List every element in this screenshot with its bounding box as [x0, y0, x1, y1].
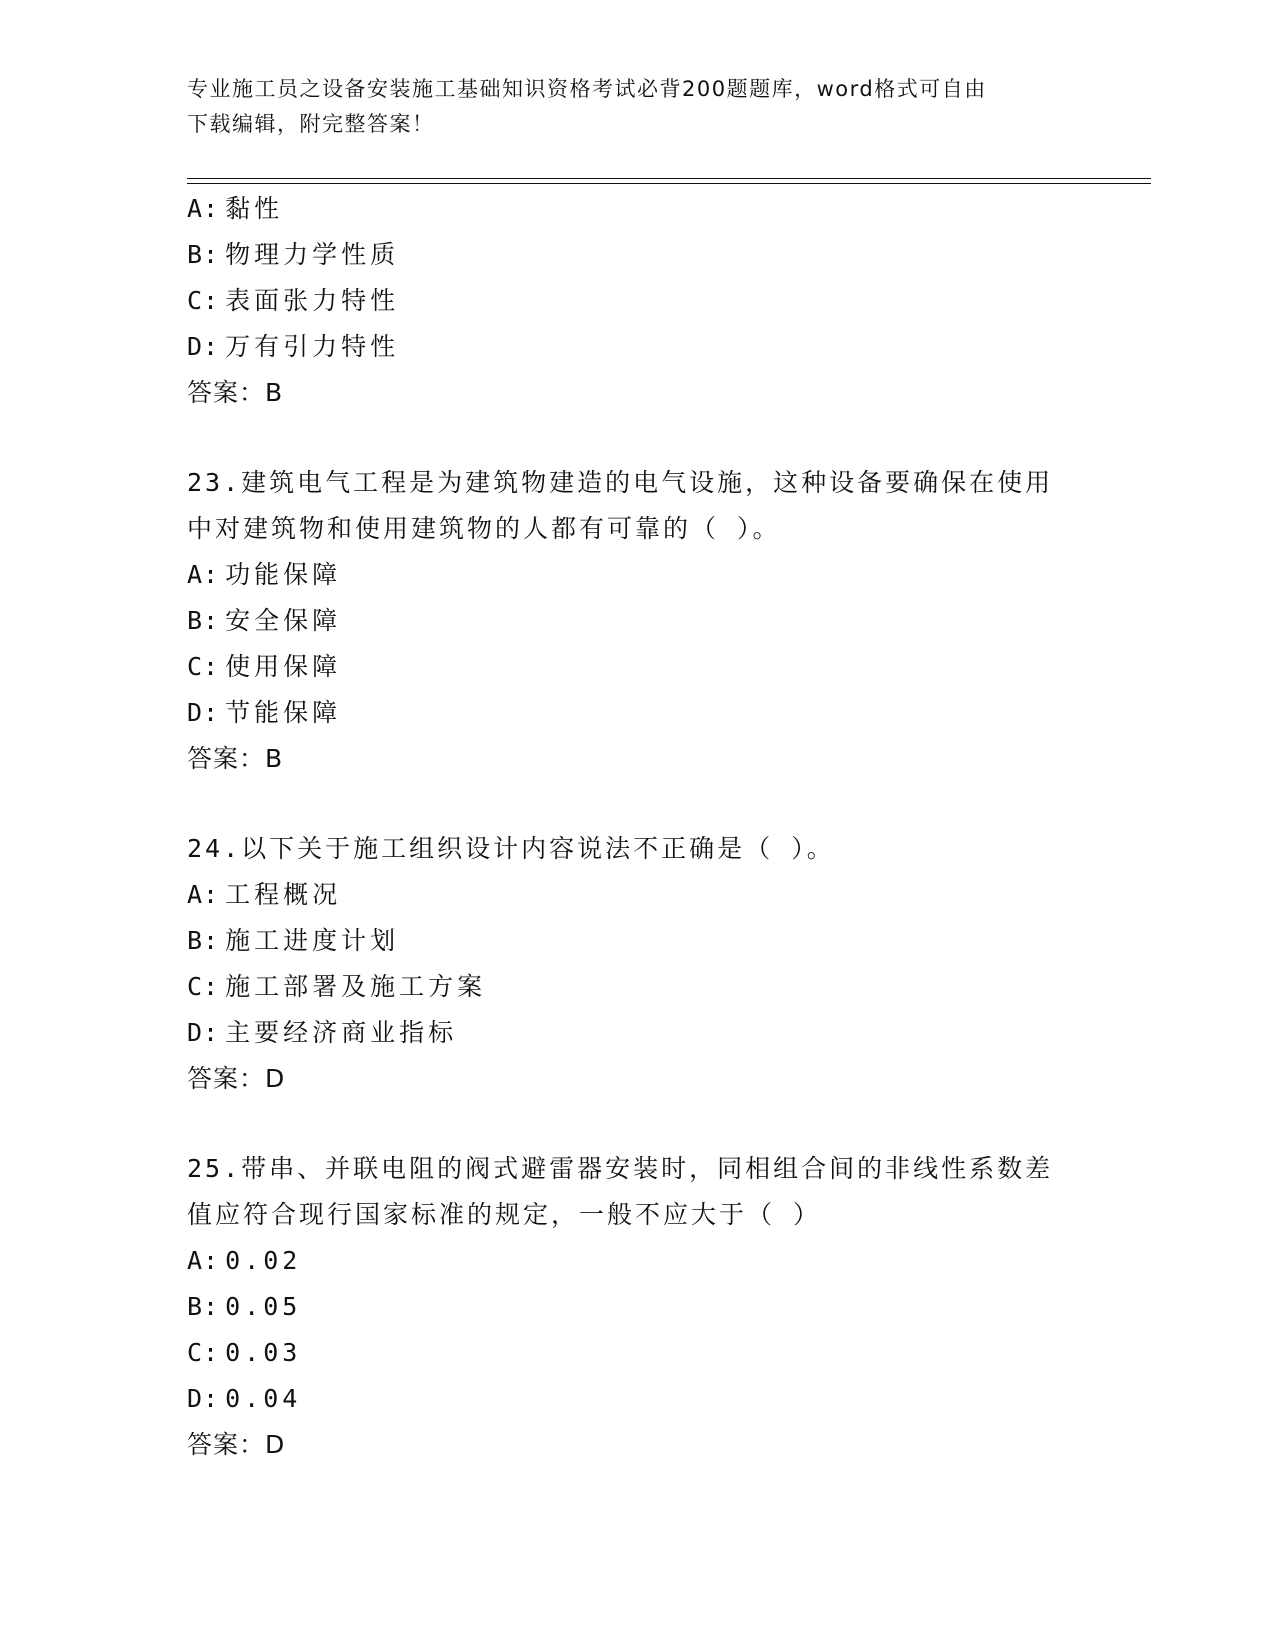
option-a	[187, 186, 1087, 232]
option-label: A:	[187, 560, 220, 589]
stem-line-1: 25.带串、并联电阻的阀式避雷器安装时，同相组合间的非线性系数差	[187, 1154, 1054, 1183]
question-22-continued	[187, 186, 1087, 416]
header-line-1: 专业施工员之设备安装施工基础知识资格考试必背200题题库，word格式可自由	[187, 77, 987, 101]
spacer	[187, 416, 1087, 460]
question-content	[187, 186, 1087, 1468]
option-text: 0.03	[225, 1338, 302, 1367]
option-label: B:	[187, 926, 220, 955]
option-label: D:	[187, 698, 220, 727]
option-c	[187, 1330, 1087, 1376]
option-text: 0.02	[225, 1246, 302, 1275]
stem-line-2: 值应符合现行国家标准的规定，一般不应大于（ ）	[187, 1200, 822, 1229]
option-text: 施工进度计划	[225, 926, 400, 955]
option-label: C:	[187, 972, 220, 1001]
option-c	[187, 964, 1087, 1010]
question-stem	[187, 460, 1067, 552]
option-b	[187, 232, 1087, 278]
option-text: 0.04	[225, 1384, 302, 1413]
option-text: 表面张力特性	[225, 286, 400, 315]
option-c	[187, 644, 1087, 690]
option-a	[187, 552, 1087, 598]
option-label: C:	[187, 286, 220, 315]
option-label: D:	[187, 332, 220, 361]
option-b	[187, 918, 1087, 964]
option-text: 工程概况	[225, 880, 342, 909]
option-b	[187, 598, 1087, 644]
option-text: 物理力学性质	[225, 240, 400, 269]
stem-line-2: 中对建筑物和使用建筑物的人都有可靠的（ ）。	[187, 514, 781, 543]
header-divider-top	[187, 178, 1151, 179]
spacer	[187, 782, 1087, 826]
option-label: D:	[187, 1018, 220, 1047]
option-label: A:	[187, 1246, 220, 1275]
answer: 答案：D	[187, 1430, 286, 1459]
option-text: 施工部署及施工方案	[225, 972, 487, 1001]
stem-line-1: 24.以下关于施工组织设计内容说法不正确是（ ）。	[187, 834, 835, 863]
question-stem	[187, 826, 1067, 872]
answer: 答案：D	[187, 1064, 286, 1093]
spacer	[187, 1102, 1087, 1146]
question-stem	[187, 1146, 1067, 1238]
option-label: C:	[187, 652, 220, 681]
option-label: B:	[187, 240, 220, 269]
option-a	[187, 872, 1087, 918]
answer: 答案：B	[187, 378, 284, 407]
option-text: 主要经济商业指标	[225, 1018, 458, 1047]
option-a	[187, 1238, 1087, 1284]
option-label: A:	[187, 880, 220, 909]
option-label: D:	[187, 1384, 220, 1413]
option-label: C:	[187, 1338, 220, 1367]
option-text: 功能保障	[225, 560, 342, 589]
option-label: B:	[187, 1292, 220, 1321]
document-header	[187, 72, 1087, 142]
option-b	[187, 1284, 1087, 1330]
question-23	[187, 460, 1087, 782]
option-label: A:	[187, 194, 220, 223]
header-line-2: 下载编辑，附完整答案！	[187, 112, 435, 136]
option-label: B:	[187, 606, 220, 635]
option-d	[187, 324, 1087, 370]
option-c	[187, 278, 1087, 324]
option-d	[187, 1010, 1087, 1056]
question-24	[187, 826, 1087, 1102]
answer: 答案：B	[187, 744, 284, 773]
option-text: 安全保障	[225, 606, 342, 635]
question-25	[187, 1146, 1087, 1468]
option-d	[187, 690, 1087, 736]
option-text: 使用保障	[225, 652, 342, 681]
option-text: 节能保障	[225, 698, 342, 727]
option-text: 黏性	[225, 194, 284, 223]
option-d	[187, 1376, 1087, 1422]
header-divider-bottom	[187, 183, 1151, 184]
stem-line-1: 23.建筑电气工程是为建筑物建造的电气设施，这种设备要确保在使用	[187, 468, 1054, 497]
option-text: 万有引力特性	[225, 332, 400, 361]
option-text: 0.05	[225, 1292, 302, 1321]
